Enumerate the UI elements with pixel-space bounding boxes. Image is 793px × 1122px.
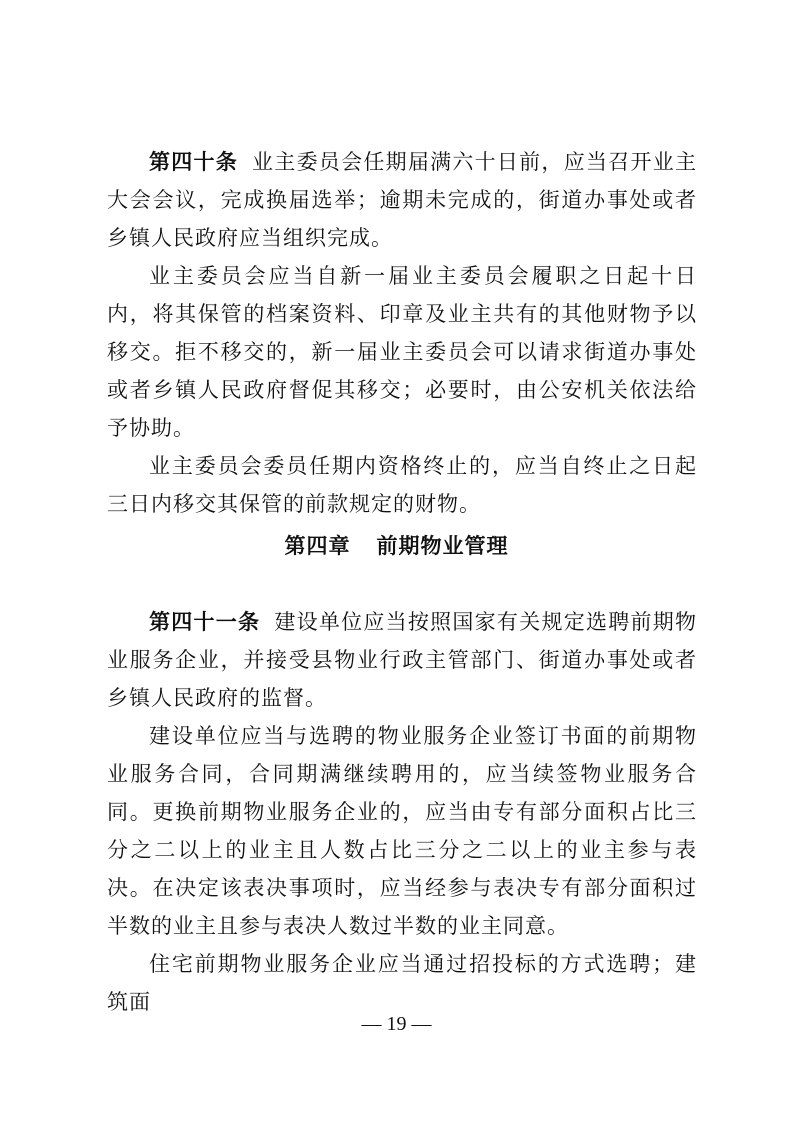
- article-40-text-1: 业主委员会任期届满六十日前，应当召开业主大会会议，完成换届选举；逾期未完成的，街道办事处或者乡镇人民政府应当组织完成。: [107, 150, 698, 250]
- article-40-label: 第四十条: [149, 150, 239, 174]
- article-41-paragraph-3: 住宅前期物业服务企业应当通过招投标的方式选聘；建筑面: [107, 952, 697, 1014]
- chapter-title: 前期物业管理: [376, 534, 509, 558]
- article-40-paragraph-1: [107, 143, 697, 257]
- article-41-text-1: 建设单位应当按照国家有关规定选聘前期物业服务企业，并接受县物业行政主管部门、街道办事处或者乡镇人民政府的监督。: [107, 610, 698, 710]
- chapter-number: 第四章: [284, 534, 351, 558]
- chapter-heading: [0, 527, 793, 565]
- page-number: — 19 —: [361, 1013, 432, 1035]
- article-41-label: 第四十一条: [149, 610, 261, 634]
- article-40-paragraph-3: 业主委员会委员任期内资格终止的，应当自终止之日起三日内移交其保管的前款规定的财物。: [107, 454, 697, 516]
- article-41-paragraph-2: 建设单位应当与选聘的物业服务企业签订书面的前期物业服务合同，合同期满继续聘用的，应当续签物业服务合同。更换前期物业服务企业的，应当由专有部分面积占比三分之二以上的业主且人数占比三分之二以上的业主参与表决。在决定该表决事项时，应当经参与表决专有部分面积过半数的业主且参与表决人数过半数的业主同意。: [107, 724, 697, 938]
- article-41-paragraph-1: [107, 603, 697, 717]
- article-40-paragraph-2: 业主委员会应当自新一届业主委员会履职之日起十日内，将其保管的档案资料、印章及业主共有的其他财物予以移交。拒不移交的，新一届业主委员会可以请求街道办事处或者乡镇人民政府督促其移交；必要时，由公安机关依法给予协助。: [107, 264, 697, 440]
